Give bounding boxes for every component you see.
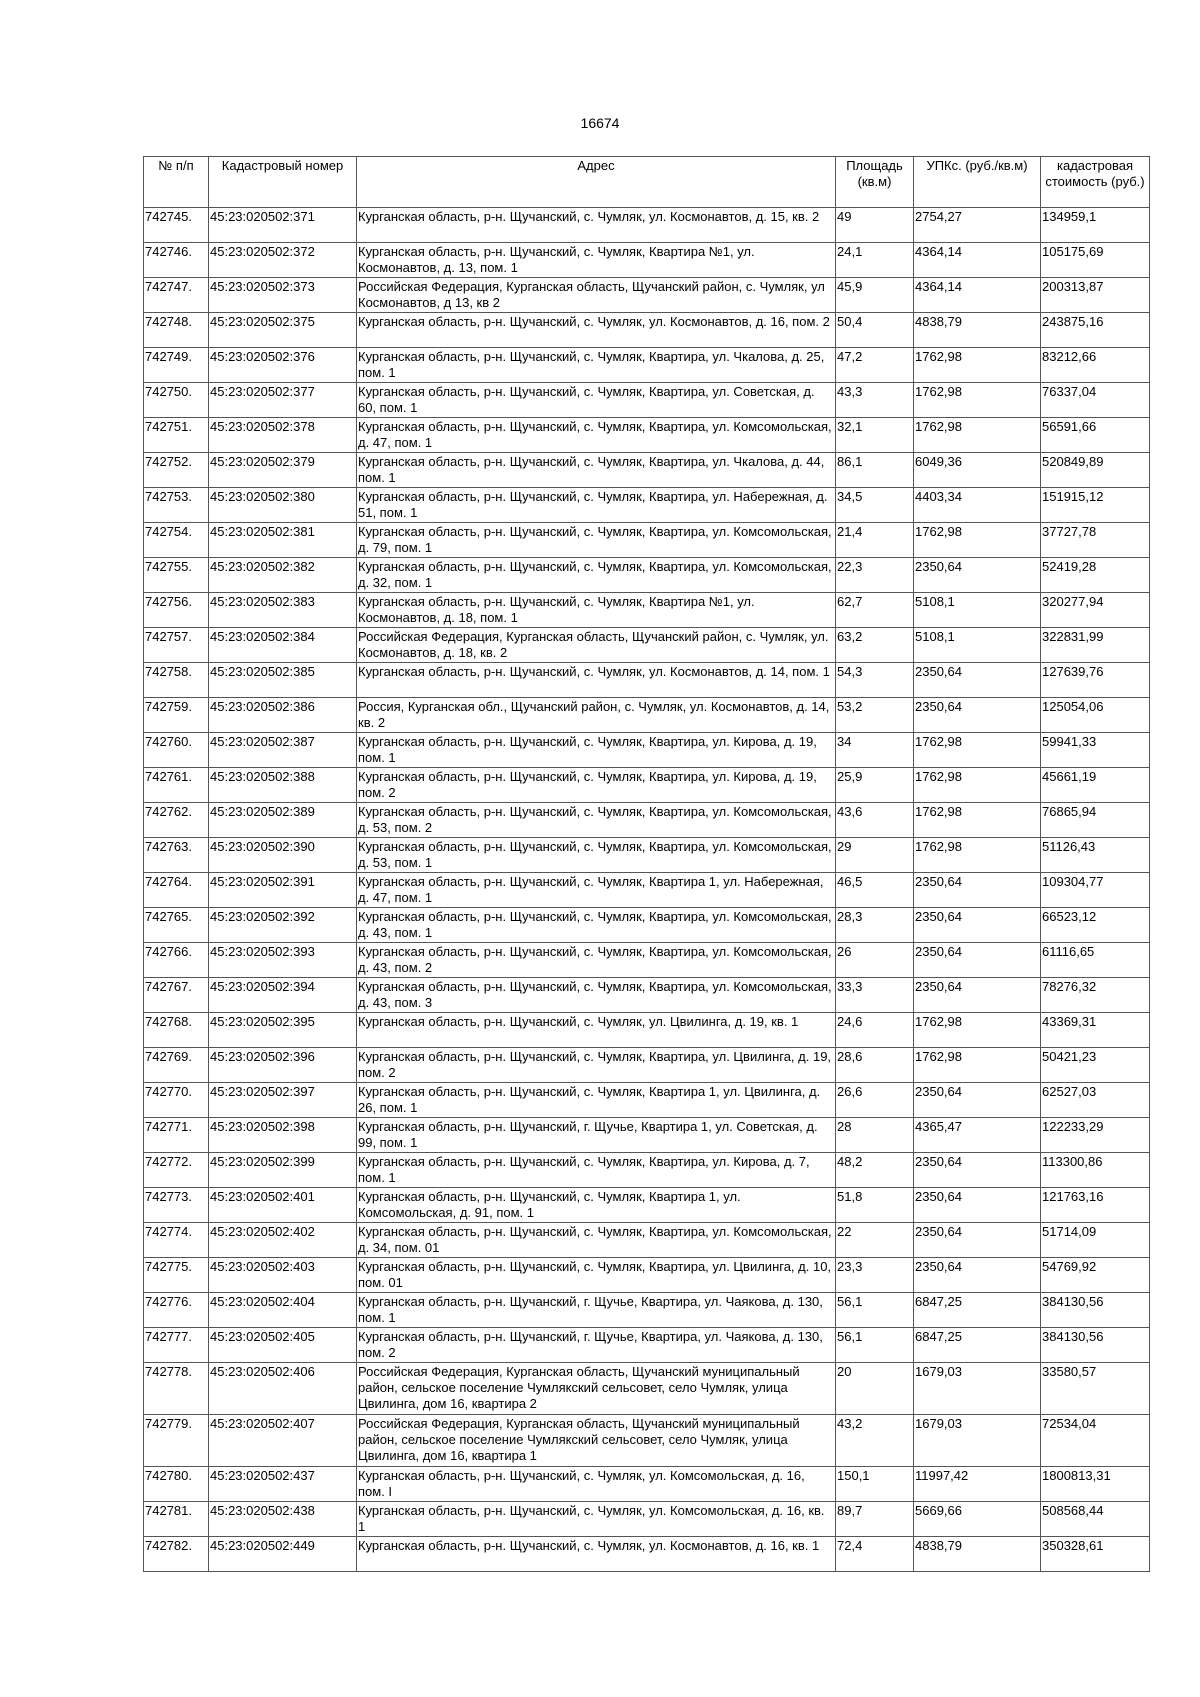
cell-cadastral-cost: 83212,66	[1041, 348, 1150, 383]
table-row	[144, 1153, 1150, 1188]
header-area: Площадь (кв.м)	[836, 157, 914, 208]
table-row	[144, 1328, 1150, 1363]
cell-row-number: 742771.	[144, 1118, 209, 1153]
cell-area: 26,6	[836, 1083, 914, 1118]
cell-cadastral-cost: 51126,43	[1041, 838, 1150, 873]
cell-cadastral-cost: 54769,92	[1041, 1258, 1150, 1293]
cell-upks: 1762,98	[914, 418, 1041, 453]
table-row	[144, 1048, 1150, 1083]
cell-area: 28,6	[836, 1048, 914, 1083]
table-row	[144, 1502, 1150, 1537]
cell-upks: 1762,98	[914, 1013, 1041, 1048]
cell-area: 34	[836, 733, 914, 768]
table-row	[144, 558, 1150, 593]
cell-cadastral-cost: 200313,87	[1041, 278, 1150, 313]
cell-row-number: 742753.	[144, 488, 209, 523]
cell-upks: 6847,25	[914, 1328, 1041, 1363]
cell-area: 32,1	[836, 418, 914, 453]
cell-address: Курганская область, р-н. Щучанский, с. Чумляк, Квартира 1, ул. Цвилинга, д. 26, пом. 1	[357, 1083, 836, 1118]
cell-upks: 4365,47	[914, 1118, 1041, 1153]
cell-row-number: 742752.	[144, 453, 209, 488]
cell-row-number: 742757.	[144, 628, 209, 663]
cell-cadastral-number: 45:23:020502:407	[209, 1415, 357, 1467]
cell-cadastral-number: 45:23:020502:437	[209, 1467, 357, 1502]
table-row	[144, 453, 1150, 488]
cell-cadastral-number: 45:23:020502:402	[209, 1223, 357, 1258]
cell-upks: 2350,64	[914, 978, 1041, 1013]
cell-address: Курганская область, р-н. Щучанский, г. Щучье, Квартира 1, ул. Советская, д. 99, пом. 1	[357, 1118, 836, 1153]
cell-upks: 1762,98	[914, 803, 1041, 838]
cell-address: Курганская область, р-н. Щучанский, г. Щучье, Квартира, ул. Чаякова, д. 130, пом. 2	[357, 1328, 836, 1363]
cell-area: 33,3	[836, 978, 914, 1013]
cell-row-number: 742775.	[144, 1258, 209, 1293]
cell-cadastral-cost: 109304,77	[1041, 873, 1150, 908]
cell-address: Курганская область, р-н. Щучанский, с. Чумляк, ул. Комсомольская, д. 16, кв. 1	[357, 1502, 836, 1537]
cell-upks: 5108,1	[914, 628, 1041, 663]
cell-cadastral-cost: 52419,28	[1041, 558, 1150, 593]
header-cadastral-number: Кадастровый номер	[209, 157, 357, 208]
cell-cadastral-number: 45:23:020502:395	[209, 1013, 357, 1048]
cell-cadastral-number: 45:23:020502:383	[209, 593, 357, 628]
cell-address: Курганская область, р-н. Щучанский, с. Чумляк, Квартира, ул. Набережная, д. 51, пом. 1	[357, 488, 836, 523]
cell-address: Курганская область, р-н. Щучанский, с. Чумляк, Квартира №1, ул. Космонавтов, д. 13, пом. 1	[357, 243, 836, 278]
cell-upks: 2350,64	[914, 1153, 1041, 1188]
table-row	[144, 838, 1150, 873]
table-row	[144, 1083, 1150, 1118]
table-row	[144, 1467, 1150, 1502]
cell-cadastral-cost: 45661,19	[1041, 768, 1150, 803]
table-row	[144, 1293, 1150, 1328]
cell-cadastral-cost: 350328,61	[1041, 1537, 1150, 1572]
cell-row-number: 742759.	[144, 698, 209, 733]
cell-cadastral-number: 45:23:020502:399	[209, 1153, 357, 1188]
cell-address: Курганская область, р-н. Щучанский, с. Чумляк, Квартира, ул. Комсомольская, д. 32, пом. 1	[357, 558, 836, 593]
cell-area: 43,3	[836, 383, 914, 418]
cell-area: 50,4	[836, 313, 914, 348]
cell-row-number: 742772.	[144, 1153, 209, 1188]
cell-cadastral-number: 45:23:020502:380	[209, 488, 357, 523]
table-body	[144, 208, 1150, 1572]
table-row	[144, 663, 1150, 698]
cell-address: Курганская область, р-н. Щучанский, с. Чумляк, Квартира, ул. Чкалова, д. 25, пом. 1	[357, 348, 836, 383]
cell-upks: 1762,98	[914, 838, 1041, 873]
cell-row-number: 742749.	[144, 348, 209, 383]
cell-cadastral-number: 45:23:020502:394	[209, 978, 357, 1013]
cell-upks: 2350,64	[914, 1258, 1041, 1293]
cell-cadastral-number: 45:23:020502:391	[209, 873, 357, 908]
cell-address: Курганская область, р-н. Щучанский, с. Чумляк, ул. Космонавтов, д. 15, кв. 2	[357, 208, 836, 243]
cell-upks: 4364,14	[914, 243, 1041, 278]
cell-address: Курганская область, р-н. Щучанский, с. Чумляк, Квартира 1, ул. Набережная, д. 47, пом. 1	[357, 873, 836, 908]
cell-row-number: 742750.	[144, 383, 209, 418]
cell-cadastral-cost: 508568,44	[1041, 1502, 1150, 1537]
cell-cadastral-cost: 122233,29	[1041, 1118, 1150, 1153]
table-row	[144, 1415, 1150, 1467]
cell-row-number: 742758.	[144, 663, 209, 698]
cell-cadastral-cost: 384130,56	[1041, 1328, 1150, 1363]
cell-area: 47,2	[836, 348, 914, 383]
cell-upks: 4838,79	[914, 1537, 1041, 1572]
cell-cadastral-cost: 113300,86	[1041, 1153, 1150, 1188]
cell-area: 26	[836, 943, 914, 978]
cell-area: 54,3	[836, 663, 914, 698]
cell-area: 49	[836, 208, 914, 243]
cell-area: 43,2	[836, 1415, 914, 1467]
cell-cadastral-number: 45:23:020502:396	[209, 1048, 357, 1083]
header-cadastral-cost: кадастровая стоимость (руб.)	[1041, 157, 1150, 208]
cell-upks: 2754,27	[914, 208, 1041, 243]
cell-address: Курганская область, р-н. Щучанский, с. Чумляк, ул. Цвилинга, д. 19, кв. 1	[357, 1013, 836, 1048]
cell-cadastral-number: 45:23:020502:390	[209, 838, 357, 873]
cell-row-number: 742748.	[144, 313, 209, 348]
cell-cadastral-number: 45:23:020502:405	[209, 1328, 357, 1363]
table-row	[144, 1188, 1150, 1223]
cell-row-number: 742778.	[144, 1363, 209, 1415]
cell-upks: 6847,25	[914, 1293, 1041, 1328]
cell-area: 29	[836, 838, 914, 873]
table-row	[144, 1537, 1150, 1572]
cell-row-number: 742762.	[144, 803, 209, 838]
cell-area: 23,3	[836, 1258, 914, 1293]
cell-upks: 4364,14	[914, 278, 1041, 313]
cell-cadastral-cost: 520849,89	[1041, 453, 1150, 488]
cell-area: 20	[836, 1363, 914, 1415]
cell-cadastral-cost: 50421,23	[1041, 1048, 1150, 1083]
cell-row-number: 742763.	[144, 838, 209, 873]
cell-cadastral-number: 45:23:020502:382	[209, 558, 357, 593]
cell-address: Курганская область, р-н. Щучанский, с. Чумляк, ул. Космонавтов, д. 14, пом. 1	[357, 663, 836, 698]
cell-area: 72,4	[836, 1537, 914, 1572]
cell-cadastral-cost: 320277,94	[1041, 593, 1150, 628]
cell-row-number: 742779.	[144, 1415, 209, 1467]
cell-address: Российская Федерация, Курганская область, Щучанский муниципальный район, сельское поселение Чумлякский сельсовет, село Чумляк, улица Цвилинга, дом 16, квартира 1	[357, 1415, 836, 1467]
cell-address: Курганская область, р-н. Щучанский, с. Чумляк, ул. Космонавтов, д. 16, пом. 2	[357, 313, 836, 348]
cell-cadastral-cost: 125054,06	[1041, 698, 1150, 733]
cell-row-number: 742751.	[144, 418, 209, 453]
cell-cadastral-number: 45:23:020502:404	[209, 1293, 357, 1328]
cell-cadastral-number: 45:23:020502:371	[209, 208, 357, 243]
cell-area: 56,1	[836, 1293, 914, 1328]
cell-row-number: 742767.	[144, 978, 209, 1013]
cell-cadastral-number: 45:23:020502:376	[209, 348, 357, 383]
cell-area: 56,1	[836, 1328, 914, 1363]
header-address: Адрес	[357, 157, 836, 208]
cell-address: Курганская область, р-н. Щучанский, с. Чумляк, Квартира, ул. Кирова, д. 7, пом. 1	[357, 1153, 836, 1188]
cell-upks: 2350,64	[914, 873, 1041, 908]
cell-cadastral-number: 45:23:020502:379	[209, 453, 357, 488]
cell-upks: 4838,79	[914, 313, 1041, 348]
cell-area: 28,3	[836, 908, 914, 943]
cell-address: Курганская область, р-н. Щучанский, с. Чумляк, Квартира, ул. Комсомольская, д. 79, пом. 1	[357, 523, 836, 558]
cell-cadastral-number: 45:23:020502:393	[209, 943, 357, 978]
cell-row-number: 742755.	[144, 558, 209, 593]
cell-address: Курганская область, р-н. Щучанский, с. Чумляк, Квартира, ул. Цвилинга, д. 10, пом. 01	[357, 1258, 836, 1293]
cell-cadastral-number: 45:23:020502:377	[209, 383, 357, 418]
cell-upks: 5669,66	[914, 1502, 1041, 1537]
cell-area: 62,7	[836, 593, 914, 628]
cell-area: 48,2	[836, 1153, 914, 1188]
cell-area: 34,5	[836, 488, 914, 523]
cell-address: Курганская область, р-н. Щучанский, с. Чумляк, Квартира, ул. Советская, д. 60, пом. 1	[357, 383, 836, 418]
cell-address: Курганская область, р-н. Щучанский, с. Чумляк, Квартира, ул. Комсомольская, д. 43, пом. 3	[357, 978, 836, 1013]
cell-cadastral-cost: 121763,16	[1041, 1188, 1150, 1223]
table-row	[144, 768, 1150, 803]
cell-cadastral-number: 45:23:020502:378	[209, 418, 357, 453]
cell-address: Россия, Курганская обл., Щучанский район, с. Чумляк, ул. Космонавтов, д. 14, кв. 2	[357, 698, 836, 733]
cell-area: 86,1	[836, 453, 914, 488]
cell-cadastral-cost: 151915,12	[1041, 488, 1150, 523]
cell-cadastral-cost: 127639,76	[1041, 663, 1150, 698]
cell-cadastral-number: 45:23:020502:388	[209, 768, 357, 803]
cell-upks: 2350,64	[914, 698, 1041, 733]
cell-cadastral-number: 45:23:020502:449	[209, 1537, 357, 1572]
header-row-number: № п/п	[144, 157, 209, 208]
cell-address: Курганская область, р-н. Щучанский, с. Чумляк, Квартира, ул. Комсомольская, д. 53, пом. 2	[357, 803, 836, 838]
cell-cadastral-cost: 76865,94	[1041, 803, 1150, 838]
cell-address: Курганская область, р-н. Щучанский, г. Щучье, Квартира, ул. Чаякова, д. 130, пом. 1	[357, 1293, 836, 1328]
cell-area: 22	[836, 1223, 914, 1258]
table-row	[144, 313, 1150, 348]
table-row	[144, 943, 1150, 978]
table-row	[144, 803, 1150, 838]
cell-cadastral-number: 45:23:020502:398	[209, 1118, 357, 1153]
cell-upks: 1762,98	[914, 523, 1041, 558]
cell-cadastral-number: 45:23:020502:387	[209, 733, 357, 768]
cell-cadastral-number: 45:23:020502:384	[209, 628, 357, 663]
table-row	[144, 628, 1150, 663]
cell-row-number: 742773.	[144, 1188, 209, 1223]
cell-row-number: 742777.	[144, 1328, 209, 1363]
cell-row-number: 742745.	[144, 208, 209, 243]
cell-upks: 2350,64	[914, 943, 1041, 978]
cell-upks: 1762,98	[914, 383, 1041, 418]
cell-cadastral-cost: 33580,57	[1041, 1363, 1150, 1415]
cell-row-number: 742781.	[144, 1502, 209, 1537]
cell-address: Российская Федерация, Курганская область, Щучанский район, с. Чумляк, ул. Космонавтов, д. 18, кв. 2	[357, 628, 836, 663]
cell-row-number: 742764.	[144, 873, 209, 908]
cell-cadastral-number: 45:23:020502:397	[209, 1083, 357, 1118]
cell-row-number: 742756.	[144, 593, 209, 628]
table-row	[144, 383, 1150, 418]
table-row	[144, 278, 1150, 313]
cell-upks: 2350,64	[914, 1223, 1041, 1258]
table-row	[144, 733, 1150, 768]
cell-area: 22,3	[836, 558, 914, 593]
table-header-row	[144, 157, 1150, 208]
cell-area: 24,6	[836, 1013, 914, 1048]
cell-area: 45,9	[836, 278, 914, 313]
cell-address: Российская Федерация, Курганская область, Щучанский район, с. Чумляк, ул Космонавтов, д 13, кв 2	[357, 278, 836, 313]
cell-address: Курганская область, р-н. Щучанский, с. Чумляк, ул. Комсомольская, д. 16, пом. I	[357, 1467, 836, 1502]
header-upks: УПКс. (руб./кв.м)	[914, 157, 1041, 208]
cell-upks: 1762,98	[914, 1048, 1041, 1083]
cell-address: Курганская область, р-н. Щучанский, с. Чумляк, Квартира №1, ул. Космонавтов, д. 18, пом. 1	[357, 593, 836, 628]
cell-cadastral-number: 45:23:020502:406	[209, 1363, 357, 1415]
cell-row-number: 742782.	[144, 1537, 209, 1572]
table-row	[144, 978, 1150, 1013]
cell-cadastral-cost: 1800813,31	[1041, 1467, 1150, 1502]
cell-row-number: 742768.	[144, 1013, 209, 1048]
table-row	[144, 1258, 1150, 1293]
cell-upks: 1762,98	[914, 768, 1041, 803]
cell-row-number: 742747.	[144, 278, 209, 313]
cell-cadastral-cost: 134959,1	[1041, 208, 1150, 243]
cell-row-number: 742766.	[144, 943, 209, 978]
cell-address: Курганская область, р-н. Щучанский, с. Чумляк, Квартира, ул. Комсомольская, д. 53, пом. 1	[357, 838, 836, 873]
page-number: 16674	[580, 115, 620, 131]
cell-area: 21,4	[836, 523, 914, 558]
table-row	[144, 698, 1150, 733]
cell-cadastral-number: 45:23:020502:375	[209, 313, 357, 348]
cell-cadastral-cost: 56591,66	[1041, 418, 1150, 453]
table-row	[144, 1013, 1150, 1048]
table-row	[144, 908, 1150, 943]
cell-cadastral-number: 45:23:020502:392	[209, 908, 357, 943]
table-row	[144, 593, 1150, 628]
cell-cadastral-cost: 76337,04	[1041, 383, 1150, 418]
table-row	[144, 1363, 1150, 1415]
table-row	[144, 418, 1150, 453]
cell-address: Российская Федерация, Курганская область, Щучанский муниципальный район, сельское поселение Чумлякский сельсовет, село Чумляк, улица Цвилинга, дом 16, квартира 2	[357, 1363, 836, 1415]
cell-upks: 1679,03	[914, 1363, 1041, 1415]
cell-area: 51,8	[836, 1188, 914, 1223]
cell-area: 46,5	[836, 873, 914, 908]
table-row	[144, 523, 1150, 558]
cell-address: Курганская область, р-н. Щучанский, с. Чумляк, Квартира 1, ул. Комсомольская, д. 91, пом. 1	[357, 1188, 836, 1223]
cell-cadastral-cost: 78276,32	[1041, 978, 1150, 1013]
cell-upks: 2350,64	[914, 663, 1041, 698]
cell-cadastral-cost: 384130,56	[1041, 1293, 1150, 1328]
table-row	[144, 348, 1150, 383]
cell-cadastral-number: 45:23:020502:389	[209, 803, 357, 838]
cell-area: 89,7	[836, 1502, 914, 1537]
cell-row-number: 742774.	[144, 1223, 209, 1258]
cell-cadastral-number: 45:23:020502:401	[209, 1188, 357, 1223]
cell-cadastral-cost: 243875,16	[1041, 313, 1150, 348]
cell-cadastral-number: 45:23:020502:386	[209, 698, 357, 733]
cell-address: Курганская область, р-н. Щучанский, с. Чумляк, Квартира, ул. Кирова, д. 19, пом. 2	[357, 768, 836, 803]
cell-row-number: 742780.	[144, 1467, 209, 1502]
cell-cadastral-number: 45:23:020502:403	[209, 1258, 357, 1293]
table-row	[144, 873, 1150, 908]
cell-row-number: 742769.	[144, 1048, 209, 1083]
cell-upks: 5108,1	[914, 593, 1041, 628]
cell-row-number: 742746.	[144, 243, 209, 278]
cell-area: 25,9	[836, 768, 914, 803]
cell-cadastral-cost: 37727,78	[1041, 523, 1150, 558]
table-row	[144, 1223, 1150, 1258]
cell-row-number: 742761.	[144, 768, 209, 803]
table-row	[144, 208, 1150, 243]
cell-row-number: 742776.	[144, 1293, 209, 1328]
cell-area: 53,2	[836, 698, 914, 733]
cell-upks: 11997,42	[914, 1467, 1041, 1502]
cell-address: Курганская область, р-н. Щучанский, с. Чумляк, Квартира, ул. Цвилинга, д. 19, пом. 2	[357, 1048, 836, 1083]
cell-cadastral-number: 45:23:020502:373	[209, 278, 357, 313]
cell-upks: 2350,64	[914, 558, 1041, 593]
cell-upks: 4403,34	[914, 488, 1041, 523]
cell-address: Курганская область, р-н. Щучанский, с. Чумляк, Квартира, ул. Чкалова, д. 44, пом. 1	[357, 453, 836, 488]
cell-upks: 1762,98	[914, 733, 1041, 768]
cell-address: Курганская область, р-н. Щучанский, с. Чумляк, Квартира, ул. Кирова, д. 19, пом. 1	[357, 733, 836, 768]
cell-cadastral-cost: 61116,65	[1041, 943, 1150, 978]
cell-area: 150,1	[836, 1467, 914, 1502]
cell-cadastral-cost: 72534,04	[1041, 1415, 1150, 1467]
cell-area: 43,6	[836, 803, 914, 838]
cell-area: 24,1	[836, 243, 914, 278]
cell-cadastral-cost: 322831,99	[1041, 628, 1150, 663]
cadastral-value-table	[143, 156, 1150, 1572]
cell-row-number: 742765.	[144, 908, 209, 943]
cell-cadastral-cost: 62527,03	[1041, 1083, 1150, 1118]
table-row	[144, 1118, 1150, 1153]
cell-address: Курганская область, р-н. Щучанский, с. Чумляк, ул. Космонавтов, д. 16, кв. 1	[357, 1537, 836, 1572]
cell-upks: 6049,36	[914, 453, 1041, 488]
cell-address: Курганская область, р-н. Щучанский, с. Чумляк, Квартира, ул. Комсомольская, д. 43, пом. 1	[357, 908, 836, 943]
cell-address: Курганская область, р-н. Щучанский, с. Чумляк, Квартира, ул. Комсомольская, д. 34, пом. 01	[357, 1223, 836, 1258]
cell-upks: 1679,03	[914, 1415, 1041, 1467]
cell-cadastral-cost: 66523,12	[1041, 908, 1150, 943]
table-row	[144, 243, 1150, 278]
cell-cadastral-number: 45:23:020502:385	[209, 663, 357, 698]
cell-cadastral-cost: 59941,33	[1041, 733, 1150, 768]
table-row	[144, 488, 1150, 523]
cell-cadastral-number: 45:23:020502:438	[209, 1502, 357, 1537]
cell-row-number: 742760.	[144, 733, 209, 768]
cell-row-number: 742770.	[144, 1083, 209, 1118]
cell-area: 63,2	[836, 628, 914, 663]
cell-upks: 1762,98	[914, 348, 1041, 383]
cell-cadastral-cost: 43369,31	[1041, 1013, 1150, 1048]
cell-cadastral-cost: 51714,09	[1041, 1223, 1150, 1258]
cell-cadastral-number: 45:23:020502:381	[209, 523, 357, 558]
cell-cadastral-cost: 105175,69	[1041, 243, 1150, 278]
cell-address: Курганская область, р-н. Щучанский, с. Чумляк, Квартира, ул. Комсомольская, д. 43, пом. 2	[357, 943, 836, 978]
cell-upks: 2350,64	[914, 908, 1041, 943]
cell-cadastral-number: 45:23:020502:372	[209, 243, 357, 278]
cell-area: 28	[836, 1118, 914, 1153]
cell-row-number: 742754.	[144, 523, 209, 558]
cell-address: Курганская область, р-н. Щучанский, с. Чумляк, Квартира, ул. Комсомольская, д. 47, пом. 1	[357, 418, 836, 453]
cell-upks: 2350,64	[914, 1083, 1041, 1118]
cell-upks: 2350,64	[914, 1188, 1041, 1223]
